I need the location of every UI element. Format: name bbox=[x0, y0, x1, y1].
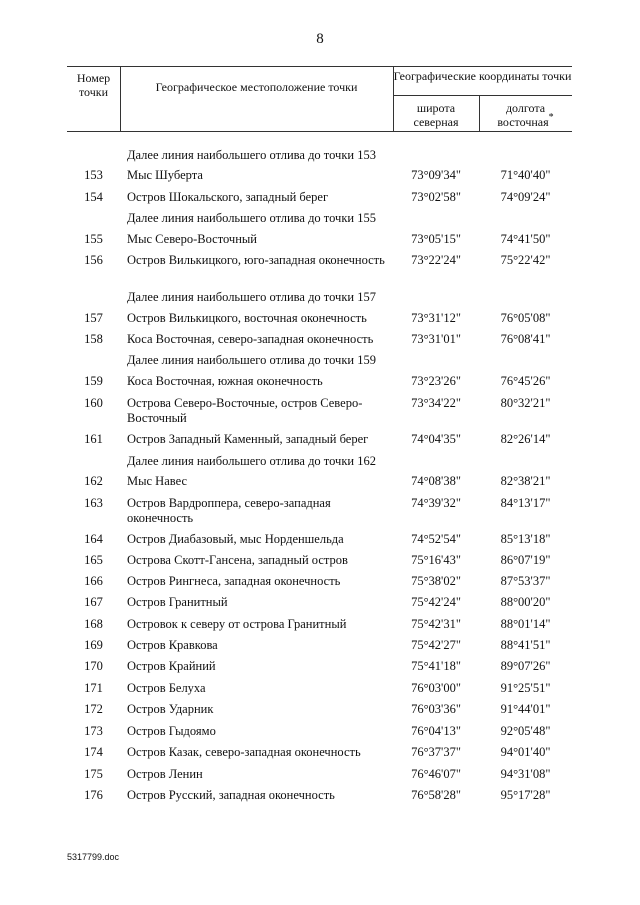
point-number: 160 bbox=[84, 396, 103, 410]
point-location: Остров Русский, западная оконечность bbox=[127, 788, 335, 802]
longitude-value: 87°53'37" bbox=[500, 574, 551, 588]
latitude-value: 76°46'07" bbox=[411, 767, 461, 781]
footnote-mark: * bbox=[548, 112, 554, 123]
point-location: Остров Гранитный bbox=[127, 595, 228, 609]
longitude-value: 75°22'42" bbox=[500, 253, 551, 267]
latitude-value: 74°08'38" bbox=[411, 474, 461, 488]
point-location: Мыс Шуберта bbox=[127, 168, 203, 182]
latitude-value: 75°16'43" bbox=[411, 553, 461, 567]
point-location: Остров Шокальского, западный берег bbox=[127, 190, 329, 204]
longitude-value: 82°38'21" bbox=[500, 474, 551, 488]
longitude-value: 82°26'14" bbox=[500, 432, 551, 446]
header-longitude-label: долгота восточная bbox=[497, 101, 549, 129]
point-location: Далее линия наибольшего отлива до точки 153 bbox=[127, 148, 376, 162]
point-number: 174 bbox=[84, 745, 103, 759]
page-number: 8 bbox=[316, 31, 324, 47]
latitude-value: 73°22'24" bbox=[411, 253, 461, 267]
point-location: Далее линия наибольшего отлива до точки 155 bbox=[127, 211, 376, 225]
header-longitude bbox=[479, 101, 572, 131]
longitude-value: 86°07'19" bbox=[500, 553, 551, 567]
latitude-value: 76°03'36" bbox=[411, 702, 461, 716]
latitude-value: 75°42'27" bbox=[411, 638, 461, 652]
latitude-value: 76°58'28" bbox=[411, 788, 461, 802]
latitude-value: 76°04'13" bbox=[411, 724, 461, 738]
header-latitude: широта северная bbox=[413, 101, 459, 129]
longitude-value: 94°01'40" bbox=[500, 745, 551, 759]
point-location: Остров Ленин bbox=[127, 767, 203, 781]
point-number: 173 bbox=[84, 724, 103, 738]
file-name-footer: 5317799.doc bbox=[67, 852, 120, 862]
point-number: 175 bbox=[84, 767, 103, 781]
latitude-value: 74°04'35" bbox=[411, 432, 461, 446]
point-location: Мыс Северо-Восточный bbox=[127, 232, 257, 246]
point-number: 153 bbox=[84, 168, 103, 182]
point-location: Остров Западный Каменный, западный берег bbox=[127, 432, 369, 446]
longitude-value: 88°01'14" bbox=[500, 617, 551, 631]
point-location: Далее линия наибольшего отлива до точки 159 bbox=[127, 353, 376, 367]
point-location: Остров Казак, северо-западная оконечность bbox=[127, 745, 361, 759]
point-location: Остров Вардроппера, северо-западная оконечность bbox=[127, 496, 331, 525]
point-number: 164 bbox=[84, 532, 103, 546]
point-number: 172 bbox=[84, 702, 103, 716]
point-number: 156 bbox=[84, 253, 103, 267]
latitude-value: 75°41'18" bbox=[411, 659, 461, 673]
latitude-value: 73°34'22" bbox=[411, 396, 461, 410]
longitude-value: 80°32'21" bbox=[500, 396, 551, 410]
latitude-value: 73°09'34" bbox=[411, 168, 461, 182]
point-number: 169 bbox=[84, 638, 103, 652]
point-location: Острова Северо-Восточные, остров Северо-Восточный bbox=[127, 396, 363, 425]
point-location: Мыс Навес bbox=[127, 474, 187, 488]
longitude-value: 76°05'08" bbox=[500, 311, 551, 325]
point-number: 165 bbox=[84, 553, 103, 567]
point-number: 157 bbox=[84, 311, 103, 325]
point-location: Остров Кравкова bbox=[127, 638, 218, 652]
table-header bbox=[67, 66, 572, 132]
longitude-value: 91°25'51" bbox=[500, 681, 551, 695]
longitude-value: 92°05'48" bbox=[500, 724, 551, 738]
longitude-value: 88°00'20" bbox=[500, 595, 551, 609]
point-number: 162 bbox=[84, 474, 103, 488]
point-number: 154 bbox=[84, 190, 103, 204]
point-location: Островок к северу от острова Гранитный bbox=[127, 617, 347, 631]
point-location: Остров Вилькицкого, восточная оконечность bbox=[127, 311, 367, 325]
longitude-value: 76°45'26" bbox=[500, 374, 551, 388]
point-location: Остров Рингнеса, западная оконечность bbox=[127, 574, 341, 588]
latitude-value: 75°42'31" bbox=[411, 617, 461, 631]
latitude-value: 75°38'02" bbox=[411, 574, 461, 588]
point-number: 170 bbox=[84, 659, 103, 673]
latitude-value: 75°42'24" bbox=[411, 595, 461, 609]
longitude-value: 94°31'08" bbox=[500, 767, 551, 781]
point-number: 176 bbox=[84, 788, 103, 802]
longitude-value: 91°44'01" bbox=[500, 702, 551, 716]
latitude-value: 74°39'32" bbox=[411, 496, 461, 510]
longitude-value: 84°13'17" bbox=[500, 496, 551, 510]
latitude-value: 73°31'01" bbox=[411, 332, 461, 346]
longitude-value: 71°40'40" bbox=[500, 168, 551, 182]
point-number: 159 bbox=[84, 374, 103, 388]
header-location: Географическое местоположение точки bbox=[155, 80, 358, 94]
latitude-value: 76°03'00" bbox=[411, 681, 461, 695]
point-location: Далее линия наибольшего отлива до точки 162 bbox=[127, 454, 376, 468]
latitude-value: 74°52'54" bbox=[411, 532, 461, 546]
point-location: Остров Крайний bbox=[127, 659, 216, 673]
header-number: Номер точки bbox=[76, 71, 111, 99]
point-location: Коса Восточная, северо-западная оконечность bbox=[127, 332, 374, 346]
latitude-value: 73°23'26" bbox=[411, 374, 461, 388]
point-number: 168 bbox=[84, 617, 103, 631]
point-location: Острова Скотт-Гансена, западный остров bbox=[127, 553, 348, 567]
point-number: 167 bbox=[84, 595, 103, 609]
point-location: Остров Гыдоямо bbox=[127, 724, 216, 738]
point-location: Остров Белуха bbox=[127, 681, 206, 695]
point-number: 158 bbox=[84, 332, 103, 346]
point-location: Коса Восточная, южная оконечность bbox=[127, 374, 323, 388]
point-number: 171 bbox=[84, 681, 103, 695]
latitude-value: 73°05'15" bbox=[411, 232, 461, 246]
point-number: 161 bbox=[84, 432, 103, 446]
point-number: 166 bbox=[84, 574, 103, 588]
longitude-value: 88°41'51" bbox=[500, 638, 551, 652]
point-number: 163 bbox=[84, 496, 103, 510]
point-number: 155 bbox=[84, 232, 103, 246]
longitude-value: 76°08'41" bbox=[500, 332, 551, 346]
longitude-value: 74°09'24" bbox=[500, 190, 551, 204]
longitude-value: 95°17'28" bbox=[500, 788, 551, 802]
point-location: Далее линия наибольшего отлива до точки 157 bbox=[127, 290, 376, 304]
header-coordinates: Географические координаты точки bbox=[393, 69, 572, 83]
latitude-value: 76°37'37" bbox=[411, 745, 461, 759]
point-location: Остров Диабазовый, мыс Норденшельда bbox=[127, 532, 344, 546]
latitude-value: 73°31'12" bbox=[411, 311, 461, 325]
longitude-value: 89°07'26" bbox=[500, 659, 551, 673]
longitude-value: 85°13'18" bbox=[500, 532, 551, 546]
longitude-value: 74°41'50" bbox=[500, 232, 551, 246]
point-location: Остров Ударник bbox=[127, 702, 214, 716]
point-location: Остров Вилькицкого, юго-западная оконечность bbox=[127, 253, 385, 267]
latitude-value: 73°02'58" bbox=[411, 190, 461, 204]
